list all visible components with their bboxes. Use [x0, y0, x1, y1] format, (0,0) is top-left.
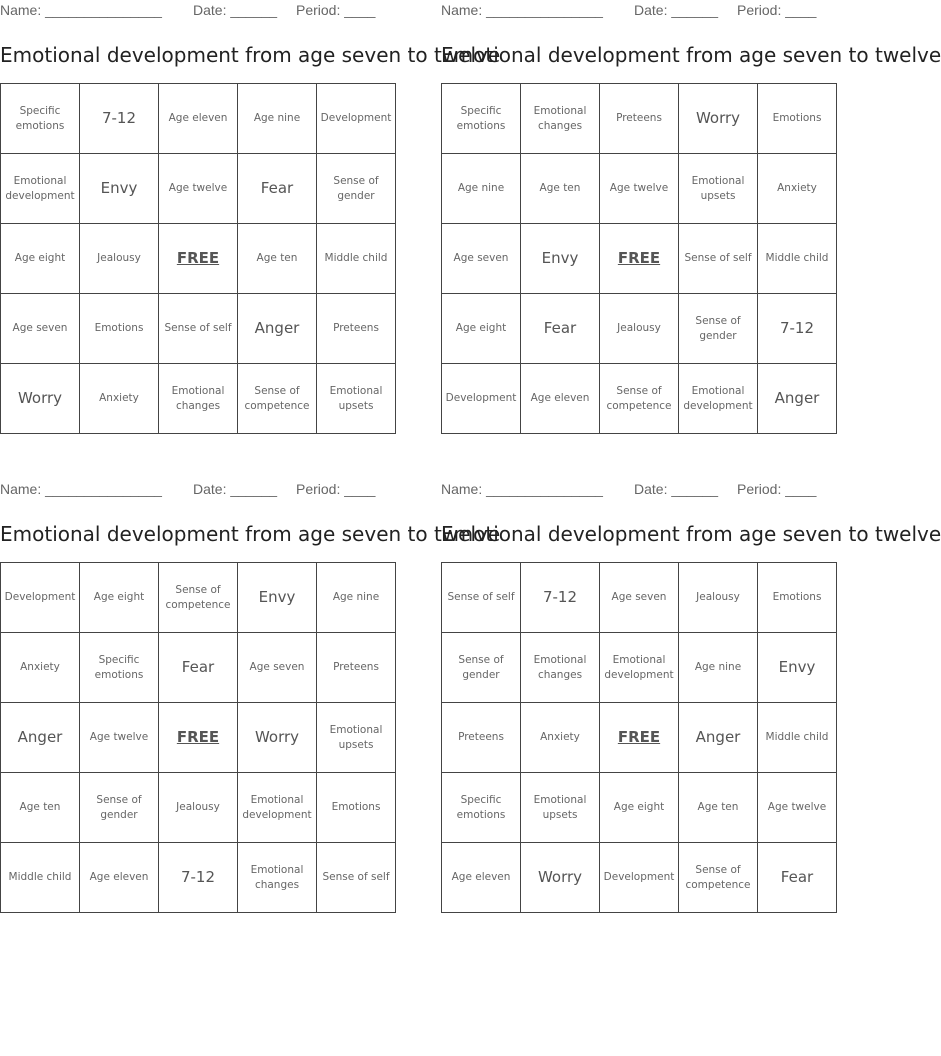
bingo-cell: Age seven	[1, 294, 80, 364]
free-space-cell: FREE	[159, 224, 238, 294]
bingo-cell: Sense of gender	[442, 633, 521, 703]
bingo-cell: Middle child	[317, 224, 396, 294]
bingo-cell: Age nine	[679, 633, 758, 703]
bingo-cell: Development	[317, 84, 396, 154]
bingo-card-3	[0, 479, 501, 919]
bingo-cell: Development	[1, 563, 80, 633]
bingo-card-4	[441, 479, 941, 919]
bingo-cell: Jealousy	[600, 294, 679, 364]
bingo-cell: Emotional upsets	[317, 703, 396, 773]
bingo-cell: Fear	[758, 843, 837, 913]
grid-row	[1, 294, 396, 364]
bingo-cell: Age eight	[1, 224, 80, 294]
bingo-grid	[441, 562, 837, 913]
grid-row	[442, 84, 837, 154]
grid-row	[1, 843, 396, 913]
free-space-cell: FREE	[600, 224, 679, 294]
bingo-cell: Anxiety	[521, 703, 600, 773]
grid-row	[442, 154, 837, 224]
free-space-cell: FREE	[159, 703, 238, 773]
grid-row	[1, 154, 396, 224]
grid-row	[442, 563, 837, 633]
bingo-cell: Age twelve	[758, 773, 837, 843]
bingo-cell: Specific emotions	[442, 84, 521, 154]
bingo-cell: Sense of self	[159, 294, 238, 364]
name-field-label: Name: _______________	[441, 481, 603, 497]
grid-row	[1, 563, 396, 633]
date-field-label: Date: ______	[634, 2, 719, 18]
bingo-cell: Anxiety	[758, 154, 837, 224]
grid-row	[1, 703, 396, 773]
free-space-cell: FREE	[600, 703, 679, 773]
bingo-grid	[0, 562, 396, 913]
card-header	[441, 2, 817, 20]
bingo-cell: Age seven	[600, 563, 679, 633]
grid-row	[442, 773, 837, 843]
card-header	[441, 481, 817, 499]
bingo-cell: Age eleven	[521, 364, 600, 434]
bingo-cell: Fear	[521, 294, 600, 364]
bingo-cell: Emotional development	[600, 633, 679, 703]
bingo-cell: Age eight	[600, 773, 679, 843]
date-field-label: Date: ______	[634, 481, 719, 497]
name-field-label: Name: _______________	[0, 2, 162, 18]
bingo-cell: Age nine	[238, 84, 317, 154]
bingo-cell: Age eleven	[80, 843, 159, 913]
bingo-cell: Development	[600, 843, 679, 913]
bingo-cell: Emotions	[758, 84, 837, 154]
bingo-card-2	[441, 0, 941, 440]
bingo-cell: Preteens	[317, 633, 396, 703]
date-field-label: Date: ______	[193, 2, 278, 18]
bingo-cell: Age ten	[1, 773, 80, 843]
bingo-cell: Development	[442, 364, 521, 434]
bingo-cell: Age ten	[521, 154, 600, 224]
bingo-cell: Sense of competence	[159, 563, 238, 633]
bingo-cell: Emotional changes	[238, 843, 317, 913]
bingo-cell: Preteens	[317, 294, 396, 364]
grid-row	[442, 633, 837, 703]
bingo-cell: Envy	[80, 154, 159, 224]
grid-row	[1, 773, 396, 843]
bingo-cell: Sense of gender	[317, 154, 396, 224]
bingo-cell: Jealousy	[679, 563, 758, 633]
bingo-cell: Emotional development	[238, 773, 317, 843]
bingo-cell: Emotional changes	[521, 633, 600, 703]
bingo-cell: Age nine	[442, 154, 521, 224]
date-field-label: Date: ______	[193, 481, 278, 497]
bingo-cell: Emotional upsets	[521, 773, 600, 843]
bingo-cell: Middle child	[758, 703, 837, 773]
grid-row	[1, 84, 396, 154]
period-field-label: Period: ____	[737, 2, 817, 18]
bingo-cell: Envy	[521, 224, 600, 294]
bingo-cell: Emotional development	[1, 154, 80, 224]
bingo-cell: Age eleven	[442, 843, 521, 913]
grid-row	[442, 294, 837, 364]
bingo-grid	[441, 83, 837, 434]
grid-row	[1, 633, 396, 703]
bingo-cell: Age ten	[238, 224, 317, 294]
bingo-cell: Age nine	[317, 563, 396, 633]
bingo-cell: Envy	[238, 563, 317, 633]
bingo-cell: Sense of gender	[80, 773, 159, 843]
bingo-cell: Specific emotions	[442, 773, 521, 843]
bingo-cell: 7-12	[521, 563, 600, 633]
bingo-cell: Age twelve	[80, 703, 159, 773]
bingo-cell: Emotional upsets	[679, 154, 758, 224]
bingo-cell: Age twelve	[159, 154, 238, 224]
bingo-cell: Middle child	[758, 224, 837, 294]
bingo-cell: Age eleven	[159, 84, 238, 154]
bingo-cell: Emotions	[758, 563, 837, 633]
bingo-cell: Sense of self	[442, 563, 521, 633]
card-title: Emotional development from age seven to twelve	[441, 43, 941, 67]
bingo-cell: Sense of gender	[679, 294, 758, 364]
bingo-cell: Age seven	[238, 633, 317, 703]
grid-row	[442, 364, 837, 434]
bingo-cell: Sense of competence	[238, 364, 317, 434]
bingo-cell: Preteens	[600, 84, 679, 154]
card-header	[0, 481, 376, 499]
card-title: Emotional development from age seven to twelve	[0, 522, 501, 546]
bingo-cell: Jealousy	[80, 224, 159, 294]
bingo-cell: 7-12	[159, 843, 238, 913]
bingo-cell: Fear	[238, 154, 317, 224]
bingo-cell: Age twelve	[600, 154, 679, 224]
bingo-cell: Anger	[1, 703, 80, 773]
bingo-cell: Worry	[1, 364, 80, 434]
card-title: Emotional development from age seven to twelve	[0, 43, 501, 67]
bingo-cell: Anger	[679, 703, 758, 773]
bingo-cell: Anxiety	[80, 364, 159, 434]
period-field-label: Period: ____	[296, 481, 376, 497]
bingo-cell: Middle child	[1, 843, 80, 913]
bingo-cell: Emotional changes	[159, 364, 238, 434]
bingo-cell: Sense of competence	[600, 364, 679, 434]
bingo-cell: Specific emotions	[1, 84, 80, 154]
grid-row	[442, 843, 837, 913]
bingo-cell: Emotions	[80, 294, 159, 364]
bingo-cell: Age eight	[80, 563, 159, 633]
grid-row	[442, 703, 837, 773]
grid-row	[1, 224, 396, 294]
period-field-label: Period: ____	[737, 481, 817, 497]
bingo-cell: Anger	[758, 364, 837, 434]
bingo-cell: Fear	[159, 633, 238, 703]
bingo-cell: 7-12	[758, 294, 837, 364]
period-field-label: Period: ____	[296, 2, 376, 18]
bingo-cell: 7-12	[80, 84, 159, 154]
bingo-cell: Worry	[238, 703, 317, 773]
bingo-cell: Worry	[521, 843, 600, 913]
bingo-cell: Age seven	[442, 224, 521, 294]
bingo-grid	[0, 83, 396, 434]
grid-row	[442, 224, 837, 294]
bingo-card-1	[0, 0, 501, 440]
bingo-cell: Age ten	[679, 773, 758, 843]
bingo-cell: Specific emotions	[80, 633, 159, 703]
bingo-cell: Emotions	[317, 773, 396, 843]
grid-row	[1, 364, 396, 434]
bingo-cell: Anger	[238, 294, 317, 364]
bingo-cell: Jealousy	[159, 773, 238, 843]
bingo-cell: Worry	[679, 84, 758, 154]
bingo-cell: Age eight	[442, 294, 521, 364]
bingo-cell: Sense of competence	[679, 843, 758, 913]
name-field-label: Name: _______________	[0, 481, 162, 497]
bingo-cell: Preteens	[442, 703, 521, 773]
bingo-cell: Sense of self	[317, 843, 396, 913]
bingo-cell: Emotional upsets	[317, 364, 396, 434]
bingo-cell: Anxiety	[1, 633, 80, 703]
bingo-cell: Envy	[758, 633, 837, 703]
bingo-cell: Sense of self	[679, 224, 758, 294]
bingo-cell: Emotional development	[679, 364, 758, 434]
card-header	[0, 2, 376, 20]
name-field-label: Name: _______________	[441, 2, 603, 18]
card-title: Emotional development from age seven to twelve	[441, 522, 941, 546]
bingo-cell: Emotional changes	[521, 84, 600, 154]
